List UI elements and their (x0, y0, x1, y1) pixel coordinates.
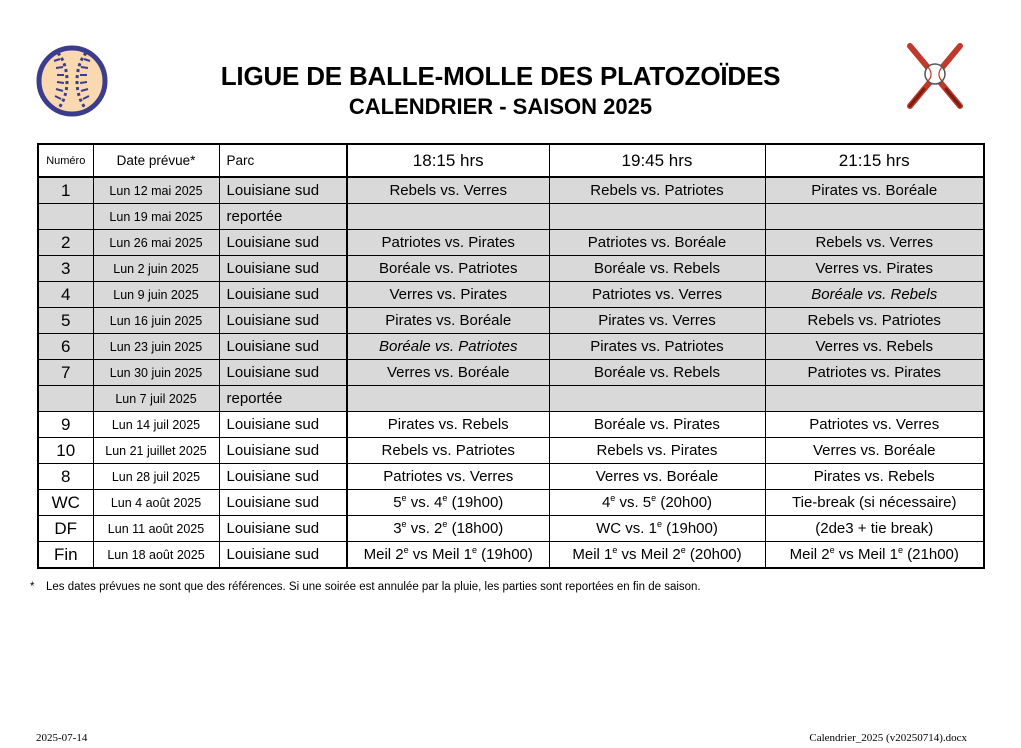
header-slot-1: 18:15 hrs (347, 144, 549, 177)
table-row (38, 334, 984, 360)
game-slot-2 (549, 490, 765, 516)
table-row (38, 256, 984, 282)
game-text: (21h00) (903, 546, 959, 563)
row-number: Fin (38, 542, 93, 569)
row-date: Lun 16 juin 2025 (93, 308, 219, 334)
row-number: WC (38, 490, 93, 516)
game-slot-1: Pirates vs. Rebels (347, 412, 549, 438)
game-text: WC vs. 1 (596, 520, 657, 537)
row-park: Louisiane sud (219, 177, 347, 204)
game-slot-2: Boréale vs. Pirates (549, 412, 765, 438)
row-date: Lun 23 juin 2025 (93, 334, 219, 360)
row-date: Lun 12 mai 2025 (93, 177, 219, 204)
header-slot-2: 19:45 hrs (549, 144, 765, 177)
ordinal-suffix: e (442, 493, 448, 503)
table-row (38, 308, 984, 334)
game-slot-3: Rebels vs. Patriotes (765, 308, 984, 334)
ordinal-suffix: e (472, 545, 478, 555)
row-number: 6 (38, 334, 93, 360)
row-number: 1 (38, 177, 93, 204)
row-date: Lun 14 juil 2025 (93, 412, 219, 438)
row-park: Louisiane sud (219, 516, 347, 542)
ordinal-suffix: e (442, 519, 448, 529)
row-date: Lun 26 mai 2025 (93, 230, 219, 256)
table-row (38, 177, 984, 204)
footnote (30, 581, 701, 593)
game-text: 3 (393, 520, 402, 537)
table-row (38, 464, 984, 490)
table-row (38, 204, 984, 230)
game-slot-2: Pirates vs. Verres (549, 308, 765, 334)
game-text: vs Meil 1 (408, 546, 472, 563)
row-date: Lun 4 août 2025 (93, 490, 219, 516)
row-park: Louisiane sud (219, 334, 347, 360)
row-date: Lun 18 août 2025 (93, 542, 219, 569)
game-text: vs Meil 2 (617, 546, 681, 563)
game-slot-2: Boréale vs. Rebels (549, 360, 765, 386)
game-text: vs. 4 (406, 494, 443, 511)
row-number: 10 (38, 438, 93, 464)
game-slot-1: Patriotes vs. Verres (347, 464, 549, 490)
row-number (38, 204, 93, 230)
row-park: reportée (219, 204, 347, 230)
game-slot-1: Patriotes vs. Pirates (347, 230, 549, 256)
row-date: Lun 11 août 2025 (93, 516, 219, 542)
ordinal-suffix: e (651, 493, 657, 503)
table-row (38, 438, 984, 464)
game-slot-1: Verres vs. Pirates (347, 282, 549, 308)
row-number: 2 (38, 230, 93, 256)
game-text: (18h00) (447, 520, 504, 537)
game-slot-2: Rebels vs. Patriotes (549, 177, 765, 204)
row-park: Louisiane sud (219, 360, 347, 386)
ordinal-suffix: e (898, 545, 904, 555)
row-date: Lun 9 juin 2025 (93, 282, 219, 308)
game-slot-3: Patriotes vs. Verres (765, 412, 984, 438)
game-slot-2 (549, 516, 765, 542)
game-text: Meil 2 (363, 546, 404, 563)
game-slot-1 (347, 204, 549, 230)
game-slot-2: Patriotes vs. Verres (549, 282, 765, 308)
header-slot-3: 21:15 hrs (765, 144, 984, 177)
game-text: Meil 2 (789, 546, 830, 563)
game-slot-2: Boréale vs. Rebels (549, 256, 765, 282)
game-text: (19h00) (661, 520, 718, 537)
ordinal-suffix: e (401, 493, 407, 503)
footnote-text: Les dates prévues ne sont que des références. Si une soirée est annulée par la pluie, les parties sont reportées en fin de saison. (46, 581, 701, 593)
row-park: Louisiane sud (219, 230, 347, 256)
game-slot-1 (347, 490, 549, 516)
game-text: Meil 1 (572, 546, 613, 563)
table-row (38, 360, 984, 386)
game-text: (19h00) (477, 546, 533, 563)
table-row (38, 282, 984, 308)
game-text: 4 (601, 494, 611, 511)
game-text: vs Meil 1 (834, 546, 898, 563)
page-subtitle: CALENDRIER - SAISON 2025 (348, 94, 653, 119)
header-number: Numéro (38, 144, 93, 177)
row-number: 5 (38, 308, 93, 334)
game-slot-3: Patriotes vs. Pirates (765, 360, 984, 386)
ordinal-suffix: e (656, 519, 662, 529)
game-slot-2: Verres vs. Boréale (549, 464, 765, 490)
row-park: reportée (219, 386, 347, 412)
footer-date: 2025-07-14 (36, 732, 88, 744)
row-park: Louisiane sud (219, 438, 347, 464)
game-text: vs. 2 (406, 520, 443, 537)
row-number: 8 (38, 464, 93, 490)
game-slot-3: Verres vs. Boréale (765, 438, 984, 464)
game-text: vs. 5 (615, 494, 652, 511)
table-row (38, 542, 984, 569)
schedule-body (38, 144, 984, 568)
game-text: (20h00) (656, 494, 713, 511)
table-row (38, 412, 984, 438)
game-slot-1 (347, 542, 549, 569)
header-date: Date prévue* (93, 144, 219, 177)
game-text: (20h00) (685, 546, 742, 563)
game-slot-3: Verres vs. Rebels (765, 334, 984, 360)
row-number: 4 (38, 282, 93, 308)
table-row (38, 230, 984, 256)
row-date: Lun 2 juin 2025 (93, 256, 219, 282)
game-slot-2: Pirates vs. Patriotes (549, 334, 765, 360)
row-number: 3 (38, 256, 93, 282)
game-slot-3 (765, 542, 984, 569)
footer-filename: Calendrier_2025 (v20250714).docx (809, 732, 967, 744)
game-slot-3: Pirates vs. Rebels (765, 464, 984, 490)
table-row (38, 516, 984, 542)
ordinal-suffix: e (403, 545, 409, 555)
row-park: Louisiane sud (219, 282, 347, 308)
footnote-marker: * (30, 581, 35, 593)
row-park: Louisiane sud (219, 412, 347, 438)
table-row (38, 386, 984, 412)
game-slot-2 (549, 542, 765, 569)
row-park: Louisiane sud (219, 490, 347, 516)
row-date: Lun 7 juil 2025 (93, 386, 219, 412)
game-slot-3: Rebels vs. Verres (765, 230, 984, 256)
game-slot-3 (765, 204, 984, 230)
game-text: (19h00) (447, 494, 504, 511)
game-slot-1: Pirates vs. Boréale (347, 308, 549, 334)
game-slot-1 (347, 386, 549, 412)
header-park: Parc (219, 144, 347, 177)
row-number: 7 (38, 360, 93, 386)
game-slot-3: Verres vs. Pirates (765, 256, 984, 282)
game-slot-2 (549, 386, 765, 412)
game-slot-1: Rebels vs. Verres (347, 177, 549, 204)
row-number: 9 (38, 412, 93, 438)
table-header-row (38, 144, 984, 177)
ordinal-suffix: e (829, 545, 835, 555)
row-date: Lun 21 juillet 2025 (93, 438, 219, 464)
row-date: Lun 30 juin 2025 (93, 360, 219, 386)
game-slot-3 (765, 386, 984, 412)
page-title: LIGUE DE BALLE-MOLLE DES PLATOZOÏDES (220, 61, 781, 91)
game-slot-3: Tie-break (si nécessaire) (765, 490, 984, 516)
row-number: DF (38, 516, 93, 542)
row-park: Louisiane sud (219, 256, 347, 282)
schedule-table (37, 143, 985, 569)
ordinal-suffix: e (401, 519, 407, 529)
game-slot-3: (2de3 + tie break) (765, 516, 984, 542)
row-date: Lun 19 mai 2025 (93, 204, 219, 230)
game-slot-1: Boréale vs. Patriotes (347, 256, 549, 282)
game-slot-1 (347, 516, 549, 542)
row-number (38, 386, 93, 412)
table-row (38, 490, 984, 516)
game-slot-1: Verres vs. Boréale (347, 360, 549, 386)
ordinal-suffix: e (612, 545, 618, 555)
row-park: Louisiane sud (219, 464, 347, 490)
ordinal-suffix: e (680, 545, 686, 555)
game-slot-2: Rebels vs. Pirates (549, 438, 765, 464)
ordinal-suffix: e (610, 493, 616, 503)
row-park: Louisiane sud (219, 542, 347, 569)
game-slot-3: Pirates vs. Boréale (765, 177, 984, 204)
game-text: 5 (393, 494, 402, 511)
game-slot-3: Boréale vs. Rebels (765, 282, 984, 308)
game-slot-1: Boréale vs. Patriotes (347, 334, 549, 360)
game-slot-1: Rebels vs. Patriotes (347, 438, 549, 464)
game-slot-2 (549, 204, 765, 230)
row-date: Lun 28 juil 2025 (93, 464, 219, 490)
game-slot-2: Patriotes vs. Boréale (549, 230, 765, 256)
row-park: Louisiane sud (219, 308, 347, 334)
